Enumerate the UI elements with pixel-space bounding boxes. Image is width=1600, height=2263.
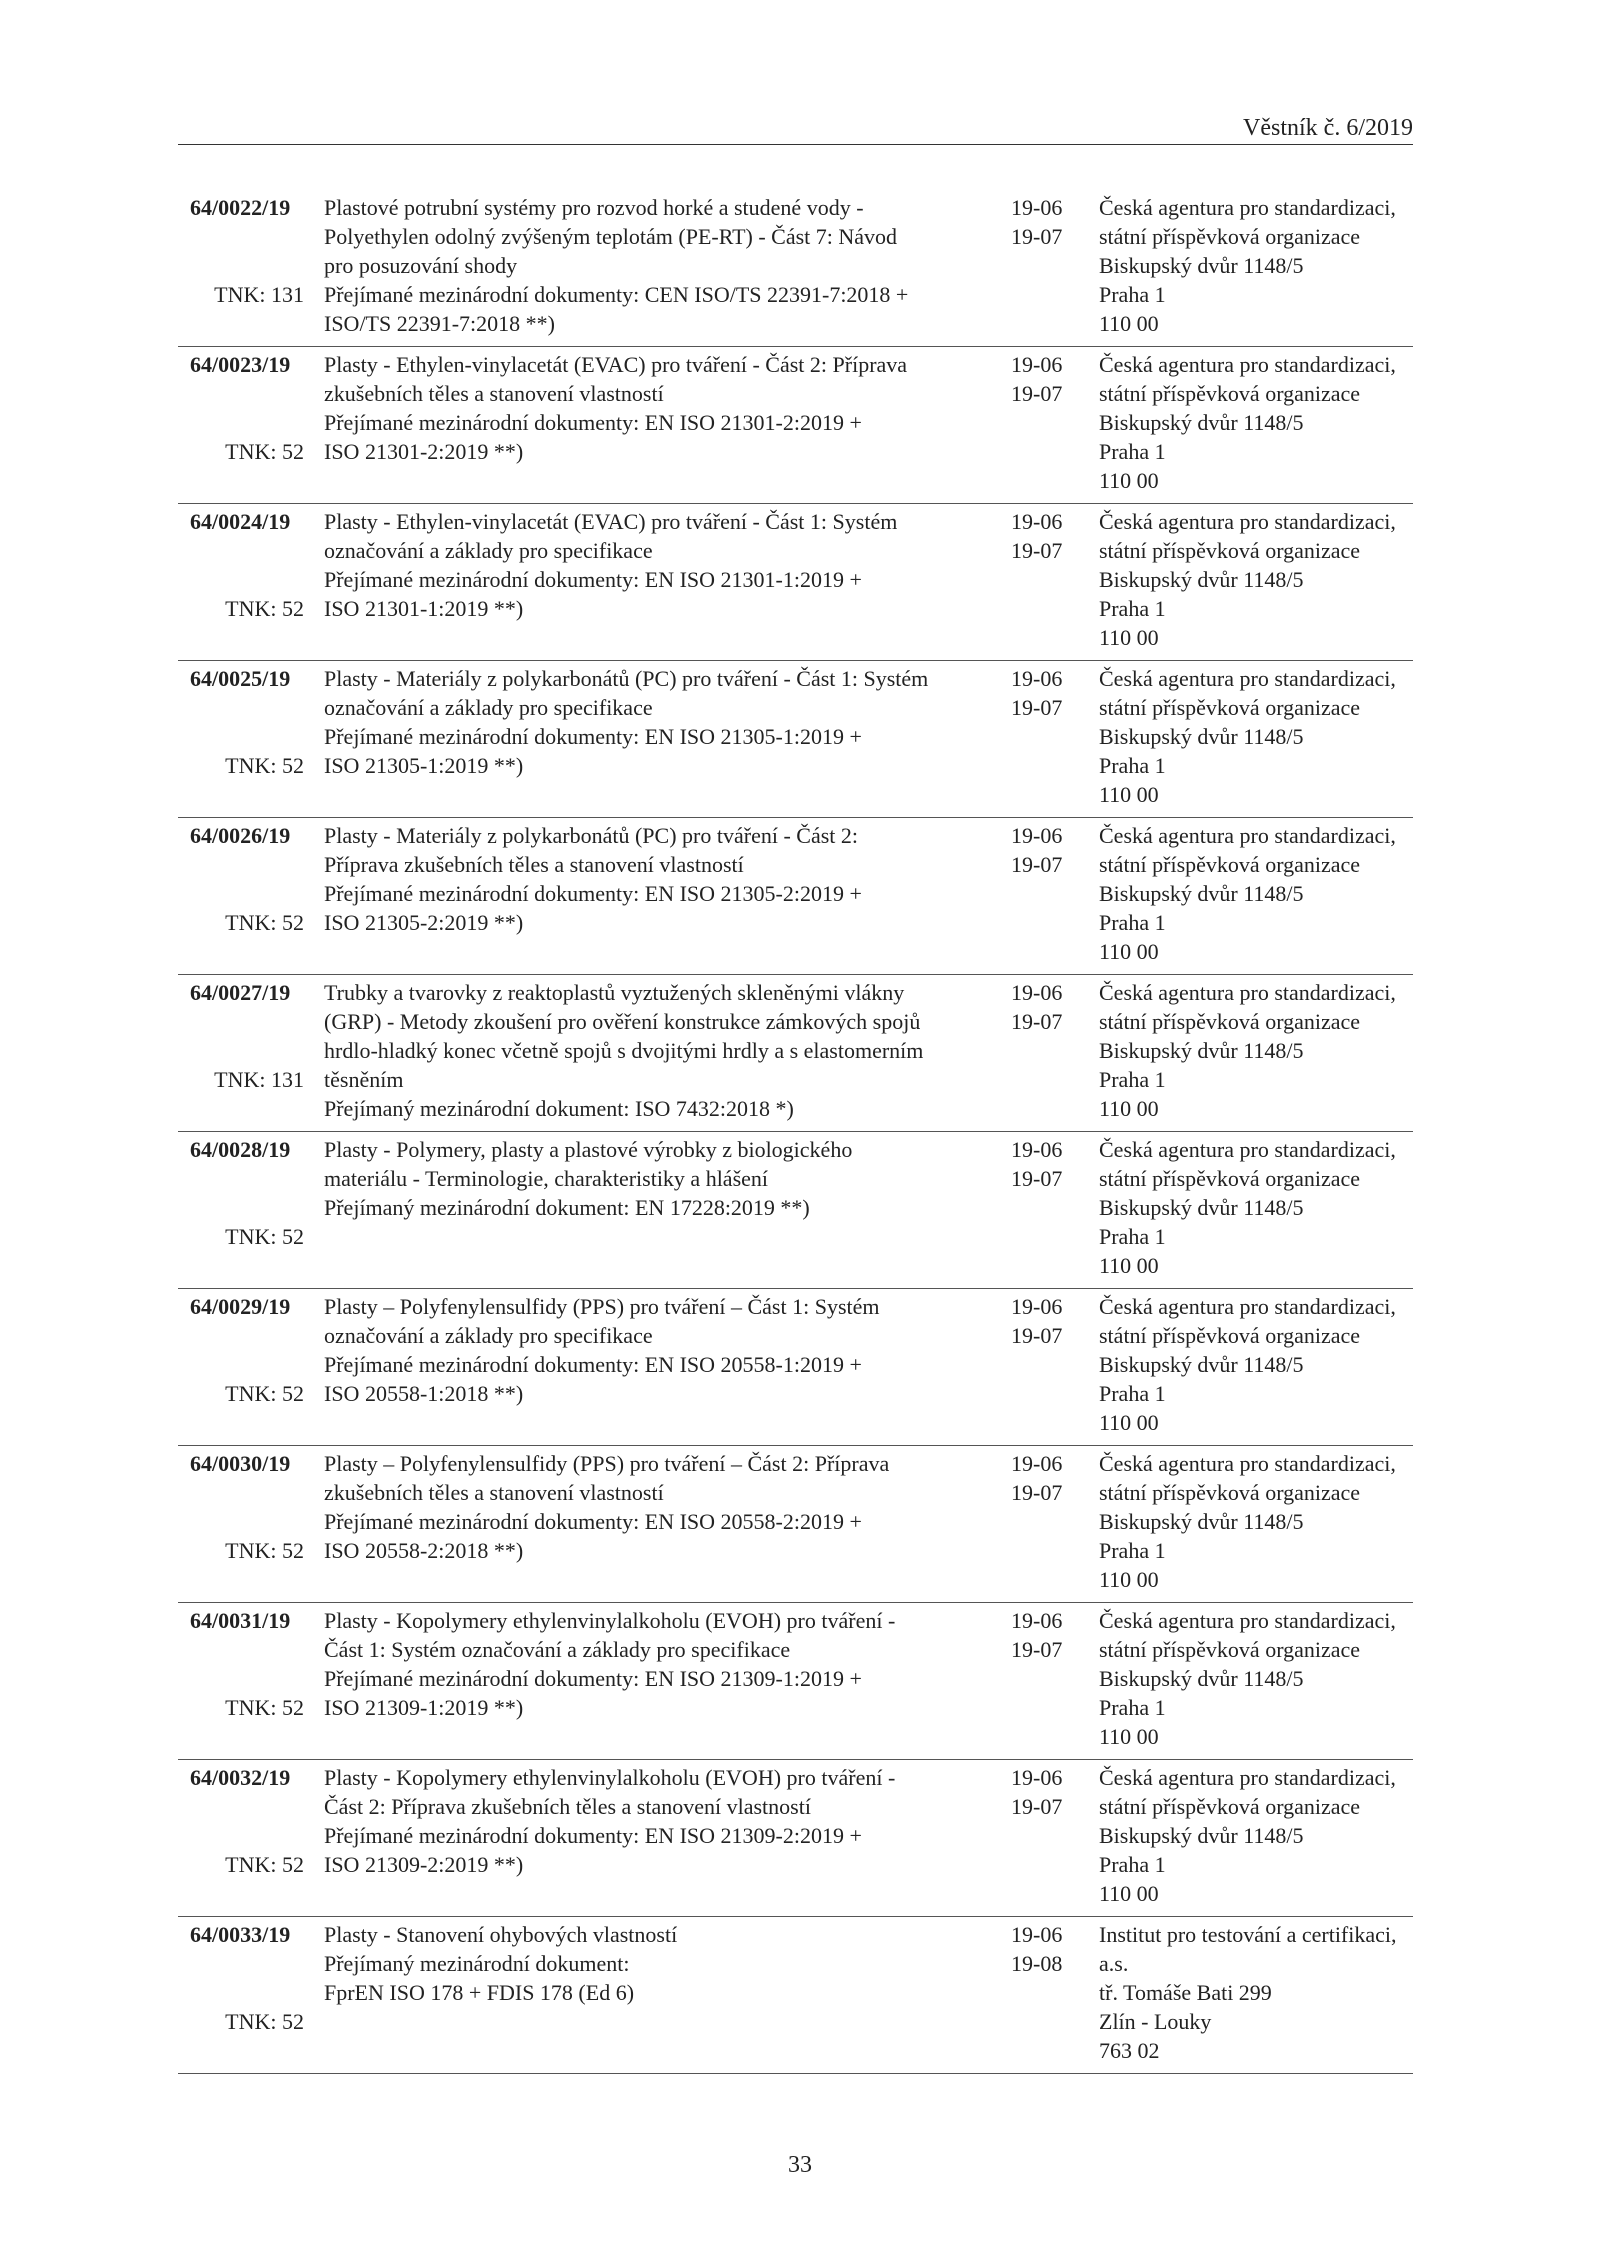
date-code: 19-06 — [1011, 823, 1063, 848]
title-line: označování a základy pro specifikace — [324, 1323, 653, 1348]
date-code: 19-07 — [1011, 852, 1063, 877]
address-line: Česká agentura pro standardizaci, — [1099, 1294, 1396, 1319]
title-line: ISO 21301-2:2019 **) — [324, 439, 524, 464]
title-line: zkušebních těles a stanovení vlastností — [324, 381, 664, 406]
address-line: Biskupský dvůr 1148/5 — [1099, 253, 1304, 278]
table-row — [178, 1289, 1413, 1446]
address-line: 110 00 — [1099, 1410, 1159, 1435]
table-row — [178, 975, 1413, 1132]
title-line: Přejímané mezinárodní dokumenty: EN ISO 21301-1:2019 + — [324, 567, 862, 592]
standard-number: 64/0025/19 — [190, 666, 291, 691]
address-line: Česká agentura pro standardizaci, — [1099, 666, 1396, 691]
standard-number: 64/0027/19 — [190, 980, 291, 1005]
title-line: Plasty - Ethylen-vinylacetát (EVAC) pro tváření - Část 1: Systém — [324, 509, 898, 534]
address-line: Česká agentura pro standardizaci, — [1099, 1451, 1396, 1476]
address-line: Praha 1 — [1099, 753, 1166, 778]
title-line: Přejímaný mezinárodní dokument: — [324, 1951, 630, 1976]
tnk-label: TNK: 52 — [225, 596, 304, 621]
standard-number: 64/0022/19 — [190, 195, 291, 220]
address-line: Praha 1 — [1099, 596, 1166, 621]
title-line: označování a základy pro specifikace — [324, 538, 653, 563]
date-code: 19-06 — [1011, 1765, 1063, 1790]
table-row — [178, 1446, 1413, 1603]
date-code: 19-06 — [1011, 1137, 1063, 1162]
title-line: těsněním — [324, 1067, 404, 1092]
title-line: materiálu - Terminologie, charakteristiky a hlášení — [324, 1166, 769, 1191]
standard-title — [324, 1292, 1014, 1408]
standard-title — [324, 193, 1014, 338]
organization-address — [1099, 1920, 1413, 2065]
title-line: Plasty - Ethylen-vinylacetát (EVAC) pro tváření - Část 2: Příprava — [324, 352, 908, 377]
address-line: státní příspěvková organizace — [1099, 381, 1361, 406]
tnk-label: TNK: 52 — [225, 2009, 304, 2034]
title-line: Plasty - Materiály z polykarbonátů (PC) pro tváření - Část 1: Systém — [324, 666, 929, 691]
date-codes — [1011, 1135, 1062, 1193]
address-line: Zlín - Louky — [1099, 2009, 1212, 2034]
title-line: Plasty - Stanovení ohybových vlastností — [324, 1922, 678, 1947]
date-codes — [1011, 1449, 1062, 1507]
organization-address — [1099, 1135, 1413, 1280]
tnk-label: TNK: 131 — [214, 1067, 304, 1092]
title-line: Plasty - Kopolymery ethylenvinylalkoholu (EVOH) pro tváření - — [324, 1608, 896, 1633]
date-code: 19-06 — [1011, 980, 1063, 1005]
date-code: 19-07 — [1011, 1166, 1063, 1191]
standard-number: 64/0032/19 — [190, 1765, 291, 1790]
address-line: Biskupský dvůr 1148/5 — [1099, 1038, 1304, 1063]
organization-address — [1099, 1292, 1413, 1437]
address-line: Praha 1 — [1099, 1067, 1166, 1092]
address-line: Česká agentura pro standardizaci, — [1099, 1765, 1396, 1790]
date-code: 19-06 — [1011, 509, 1063, 534]
address-line: státní příspěvková organizace — [1099, 1166, 1361, 1191]
tnk-label: TNK: 52 — [225, 753, 304, 778]
date-codes — [1011, 821, 1062, 879]
date-code: 19-06 — [1011, 195, 1063, 220]
organization-address — [1099, 978, 1413, 1123]
title-line: FprEN ISO 178 + FDIS 178 (Ed 6) — [324, 1980, 635, 2005]
date-code: 19-07 — [1011, 1794, 1063, 1819]
table-row — [178, 1760, 1413, 1917]
address-line: Česká agentura pro standardizaci, — [1099, 1137, 1396, 1162]
address-line: státní příspěvková organizace — [1099, 1009, 1361, 1034]
title-line: ISO 21305-2:2019 **) — [324, 910, 524, 935]
organization-address — [1099, 1606, 1413, 1751]
date-codes — [1011, 978, 1062, 1036]
title-line: Plasty - Polymery, plasty a plastové výrobky z biologického — [324, 1137, 853, 1162]
standard-title — [324, 507, 1014, 623]
date-code: 19-06 — [1011, 1608, 1063, 1633]
title-line: Plasty - Kopolymery ethylenvinylalkoholu (EVOH) pro tváření - — [324, 1765, 896, 1790]
address-line: Praha 1 — [1099, 1695, 1166, 1720]
address-line: Biskupský dvůr 1148/5 — [1099, 1823, 1304, 1848]
title-line: Plasty – Polyfenylensulfidy (PPS) pro tváření – Část 1: Systém — [324, 1294, 880, 1319]
standard-title — [324, 664, 1014, 780]
date-code: 19-06 — [1011, 352, 1063, 377]
address-line: tř. Tomáše Bati 299 — [1099, 1980, 1272, 2005]
address-line: Biskupský dvůr 1148/5 — [1099, 1509, 1304, 1534]
address-line: Česká agentura pro standardizaci, — [1099, 980, 1396, 1005]
title-line: Polyethylen odolný zvýšeným teplotám (PE-RT) - Část 7: Návod — [324, 224, 898, 249]
address-line: Biskupský dvůr 1148/5 — [1099, 1352, 1304, 1377]
tnk-label: TNK: 52 — [225, 1538, 304, 1563]
address-line: státní příspěvková organizace — [1099, 1794, 1361, 1819]
title-line: ISO 20558-2:2018 **) — [324, 1538, 524, 1563]
address-line: 110 00 — [1099, 939, 1159, 964]
address-line: Praha 1 — [1099, 910, 1166, 935]
standards-table — [178, 190, 1413, 2074]
title-line: Přejímané mezinárodní dokumenty: EN ISO 21309-2:2019 + — [324, 1823, 862, 1848]
standard-title — [324, 978, 1014, 1123]
tnk-label: TNK: 131 — [214, 282, 304, 307]
address-line: Biskupský dvůr 1148/5 — [1099, 410, 1304, 435]
table-row — [178, 504, 1413, 661]
date-code: 19-07 — [1011, 1323, 1063, 1348]
date-code: 19-07 — [1011, 1480, 1063, 1505]
address-line: 110 00 — [1099, 1253, 1159, 1278]
standard-title — [324, 821, 1014, 937]
table-row — [178, 661, 1413, 818]
address-line: 110 00 — [1099, 1567, 1159, 1592]
standard-number: 64/0023/19 — [190, 352, 291, 377]
standard-title — [324, 1763, 1014, 1879]
tnk-label: TNK: 52 — [225, 1381, 304, 1406]
title-line: Část 1: Systém označování a základy pro specifikace — [324, 1637, 791, 1662]
table-row — [178, 347, 1413, 504]
standard-number: 64/0033/19 — [190, 1922, 291, 1947]
organization-address — [1099, 1449, 1413, 1594]
address-line: 763 02 — [1099, 2038, 1160, 2063]
date-code: 19-07 — [1011, 1637, 1063, 1662]
date-code: 19-06 — [1011, 666, 1063, 691]
title-line: označování a základy pro specifikace — [324, 695, 653, 720]
title-line: Přejímané mezinárodní dokumenty: EN ISO 20558-1:2019 + — [324, 1352, 862, 1377]
title-line: Plasty – Polyfenylensulfidy (PPS) pro tváření – Část 2: Příprava — [324, 1451, 890, 1476]
date-codes — [1011, 1292, 1062, 1350]
organization-address — [1099, 664, 1413, 809]
date-code: 19-06 — [1011, 1451, 1063, 1476]
title-line: Plasty - Materiály z polykarbonátů (PC) pro tváření - Část 2: — [324, 823, 858, 848]
title-line: Přejímané mezinárodní dokumenty: CEN ISO/TS 22391-7:2018 + — [324, 282, 909, 307]
date-codes — [1011, 1920, 1062, 1978]
table-row — [178, 1603, 1413, 1760]
address-line: 110 00 — [1099, 311, 1159, 336]
date-codes — [1011, 193, 1062, 251]
address-line: Biskupský dvůr 1148/5 — [1099, 1195, 1304, 1220]
address-line: Biskupský dvůr 1148/5 — [1099, 881, 1304, 906]
tnk-label: TNK: 52 — [225, 1224, 304, 1249]
standard-number: 64/0028/19 — [190, 1137, 291, 1162]
address-line: státní příspěvková organizace — [1099, 695, 1361, 720]
address-line: Praha 1 — [1099, 282, 1166, 307]
title-line: ISO 21305-1:2019 **) — [324, 753, 524, 778]
address-line: státní příspěvková organizace — [1099, 1480, 1361, 1505]
title-line: Přejímané mezinárodní dokumenty: EN ISO 21305-2:2019 + — [324, 881, 862, 906]
title-line: hrdlo-hladký konec včetně spojů s dvojitými hrdly a s elastomerním — [324, 1038, 924, 1063]
date-code: 19-06 — [1011, 1922, 1063, 1947]
date-codes — [1011, 1763, 1062, 1821]
header-rule — [178, 144, 1413, 145]
table-row — [178, 818, 1413, 975]
date-code: 19-06 — [1011, 1294, 1063, 1319]
address-line: 110 00 — [1099, 625, 1159, 650]
address-line: Česká agentura pro standardizaci, — [1099, 195, 1396, 220]
address-line: Praha 1 — [1099, 1224, 1166, 1249]
date-code: 19-07 — [1011, 224, 1063, 249]
address-line: Česká agentura pro standardizaci, — [1099, 823, 1396, 848]
title-line: Přejímané mezinárodní dokumenty: EN ISO 21301-2:2019 + — [324, 410, 862, 435]
title-line: ISO 20558-1:2018 **) — [324, 1381, 524, 1406]
date-code: 19-07 — [1011, 381, 1063, 406]
address-line: Biskupský dvůr 1148/5 — [1099, 724, 1304, 749]
address-line: státní příspěvková organizace — [1099, 852, 1361, 877]
tnk-label: TNK: 52 — [225, 1852, 304, 1877]
organization-address — [1099, 350, 1413, 495]
address-line: 110 00 — [1099, 468, 1159, 493]
tnk-label: TNK: 52 — [225, 439, 304, 464]
organization-address — [1099, 821, 1413, 966]
title-line: Přejímaný mezinárodní dokument: EN 17228:2019 **) — [324, 1195, 810, 1220]
address-line: státní příspěvková organizace — [1099, 224, 1361, 249]
page-number: 33 — [788, 2152, 812, 2178]
title-line: zkušebních těles a stanovení vlastností — [324, 1480, 664, 1505]
address-line: Institut pro testování a certifikaci, — [1099, 1922, 1397, 1947]
title-line: Plastové potrubní systémy pro rozvod horké a studené vody - — [324, 195, 864, 220]
address-line: státní příspěvková organizace — [1099, 1637, 1361, 1662]
tnk-label: TNK: 52 — [225, 1695, 304, 1720]
organization-address — [1099, 507, 1413, 652]
address-line: Biskupský dvůr 1148/5 — [1099, 567, 1304, 592]
address-line: Česká agentura pro standardizaci, — [1099, 509, 1396, 534]
address-line: státní příspěvková organizace — [1099, 1323, 1361, 1348]
address-line: Biskupský dvůr 1148/5 — [1099, 1666, 1304, 1691]
date-code: 19-07 — [1011, 1009, 1063, 1034]
address-line: Praha 1 — [1099, 1381, 1166, 1406]
bulletin-title: Věstník č. 6/2019 — [1243, 115, 1413, 141]
title-line: ISO/TS 22391-7:2018 **) — [324, 311, 555, 336]
title-line: pro posuzování shody — [324, 253, 518, 278]
title-line: ISO 21309-2:2019 **) — [324, 1852, 524, 1877]
title-line: Přejímané mezinárodní dokumenty: EN ISO 20558-2:2019 + — [324, 1509, 862, 1534]
organization-address — [1099, 1763, 1413, 1908]
title-line: Trubky a tvarovky z reaktoplastů vyztužených skleněnými vlákny — [324, 980, 905, 1005]
date-codes — [1011, 507, 1062, 565]
tnk-label: TNK: 52 — [225, 910, 304, 935]
table-row — [178, 190, 1413, 347]
standard-number: 64/0030/19 — [190, 1451, 291, 1476]
address-line: 110 00 — [1099, 1724, 1159, 1749]
title-line: Přejímané mezinárodní dokumenty: EN ISO 21305-1:2019 + — [324, 724, 862, 749]
date-code: 19-07 — [1011, 538, 1063, 563]
standard-number: 64/0029/19 — [190, 1294, 291, 1319]
date-codes — [1011, 350, 1062, 408]
standard-title — [324, 1606, 1014, 1722]
title-line: (GRP) - Metody zkoušení pro ověření konstrukce zámkových spojů — [324, 1009, 921, 1034]
standard-number: 64/0026/19 — [190, 823, 291, 848]
standard-title — [324, 1135, 1014, 1222]
address-line: Praha 1 — [1099, 1852, 1166, 1877]
address-line: Česká agentura pro standardizaci, — [1099, 1608, 1396, 1633]
title-line: Část 2: Příprava zkušebních těles a stanovení vlastností — [324, 1794, 811, 1819]
address-line: Praha 1 — [1099, 439, 1166, 464]
address-line: 110 00 — [1099, 1881, 1159, 1906]
date-code: 19-08 — [1011, 1951, 1063, 1976]
standard-title — [324, 1920, 1014, 2007]
address-line: Praha 1 — [1099, 1538, 1166, 1563]
organization-address — [1099, 193, 1413, 338]
standard-title — [324, 1449, 1014, 1565]
date-codes — [1011, 1606, 1062, 1664]
title-line: ISO 21301-1:2019 **) — [324, 596, 524, 621]
standard-title — [324, 350, 1014, 466]
address-line: 110 00 — [1099, 782, 1159, 807]
table-row — [178, 1132, 1413, 1289]
date-code: 19-07 — [1011, 695, 1063, 720]
title-line: Přejímaný mezinárodní dokument: ISO 7432:2018 *) — [324, 1096, 794, 1121]
address-line: Česká agentura pro standardizaci, — [1099, 352, 1396, 377]
title-line: ISO 21309-1:2019 **) — [324, 1695, 524, 1720]
address-line: státní příspěvková organizace — [1099, 538, 1361, 563]
title-line: Přejímané mezinárodní dokumenty: EN ISO 21309-1:2019 + — [324, 1666, 862, 1691]
address-line: a.s. — [1099, 1951, 1129, 1976]
table-row — [178, 1917, 1413, 2074]
standard-number: 64/0024/19 — [190, 509, 291, 534]
title-line: Příprava zkušebních těles a stanovení vlastností — [324, 852, 744, 877]
address-line: 110 00 — [1099, 1096, 1159, 1121]
date-codes — [1011, 664, 1062, 722]
standard-number: 64/0031/19 — [190, 1608, 291, 1633]
